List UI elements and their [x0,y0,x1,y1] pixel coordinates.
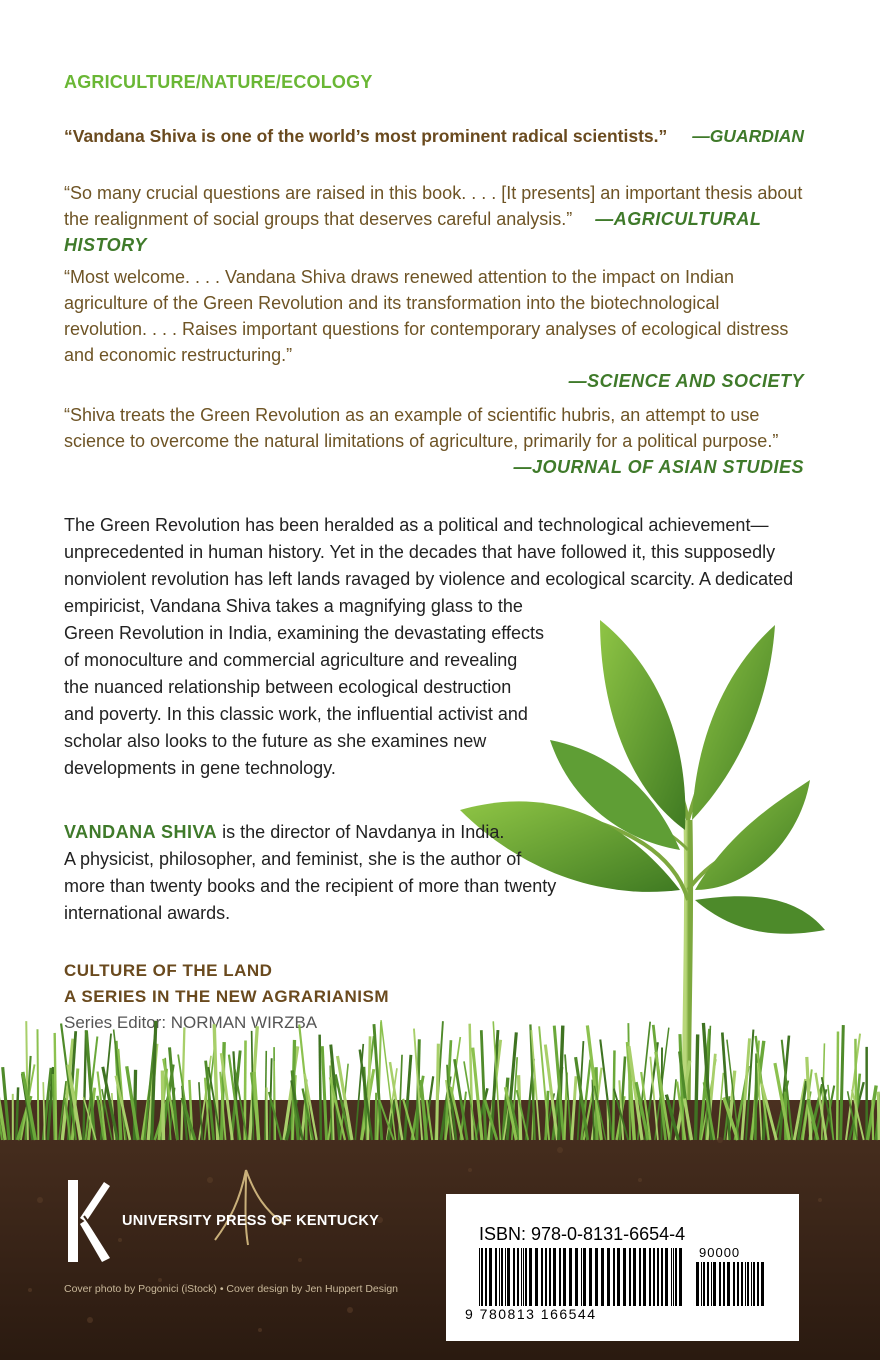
barcode-bar [679,1248,682,1306]
price-code: 90000 [699,1245,741,1260]
author-name: VANDANA SHIVA [64,822,218,842]
barcode-bar [563,1248,566,1306]
grass-blade [267,1087,268,1140]
grass-blade [37,1029,38,1140]
barcode-bar [575,1248,578,1306]
barcode-bar [701,1262,702,1306]
barcode-bar [489,1248,492,1306]
description-line: developments in gene technology. [64,758,336,778]
barcode-bar [601,1248,604,1306]
barcode-bar [665,1248,668,1306]
grass-blade [613,1050,614,1140]
barcode-bar [703,1262,705,1306]
barcode-bar [513,1248,515,1306]
publisher-block [64,1180,379,1262]
barcode-bar [671,1248,672,1306]
price-barcode [696,1262,768,1308]
barcode-bar [727,1262,730,1306]
description-line: Green Revolution in India, examining the devastating effects [64,623,544,643]
bio-line: international awards. [64,903,231,923]
barcode-bar [501,1248,503,1306]
description-line: unprecedented in human history. Yet in the decades that have followed it, this supposedly [64,542,776,562]
barcode-bar [607,1248,610,1306]
barcode-bar [553,1248,556,1306]
series-subtitle: A SERIES IN THE NEW AGRARIANISM [64,987,389,1006]
ean-barcode [479,1248,689,1308]
barcode-bar [559,1248,561,1306]
description-line: The Green Revolution has been heralded as a political and technological achievement— [64,515,769,535]
barcode-bar [657,1248,659,1306]
quote-text: “So many crucial questions are raised in this book. . . . [It presents] an important thesis about the realignment of social groups that deserves careful analysis.” [64,183,803,229]
bio-line: A physicist, philosopher, and feminist, she is the author of [64,849,522,869]
grass-blade [878,1092,879,1140]
grass-blade [755,1053,756,1140]
barcode-bar [549,1248,551,1306]
barcode-bar [517,1248,519,1306]
series-editor-label: Series Editor: [64,1013,171,1032]
bio-text: is the director of Navdanya in India. [217,822,505,842]
barcode-bar [505,1248,506,1306]
barcode-bar [719,1262,721,1306]
barcode-bar [733,1262,735,1306]
barcode-bar [741,1262,743,1306]
barcode-bar [707,1262,709,1306]
grass-blade [162,1070,163,1140]
quote-text: “Shiva treats the Green Revolution as an example of scientific hubris, an attempt to use science to overcome the natural limitations of agriculture, primarily for a political purpose.” [64,405,779,451]
barcode-bar [479,1248,480,1306]
barcode-bar [485,1248,487,1306]
barcode-bar [757,1262,759,1306]
quote-text: “Vandana Shiva is one of the world’s most prominent radical scientists.” [64,126,668,146]
barcode-bar [613,1248,615,1306]
barcode-bar [595,1248,598,1306]
barcode-bar [523,1248,524,1306]
description-line: of monoculture and commercial agriculture and revealing [64,650,518,670]
barcode-bar [525,1248,527,1306]
quote-source: —SCIENCE AND SOCIETY [568,371,804,391]
barcode-bar [753,1262,755,1306]
publisher-logo-icon [64,1180,112,1262]
grass-blade [855,1039,856,1140]
author-bio [64,819,624,927]
barcode-bar [713,1262,716,1306]
barcode-panel [446,1194,799,1341]
barcode-bar [541,1248,543,1306]
barcode-bar [507,1248,510,1306]
barcode-bar [723,1262,725,1306]
barcode-bar [761,1262,764,1306]
barcode-bar [653,1248,655,1306]
description-line: the nuanced relationship between ecological destruction [64,677,512,697]
quote-text: “Most welcome. . . . Vandana Shiva draws renewed attention to the impact on Indian agriculture of the Green Revolution and its transformation into the biotechnological revolution. . . . Raises important questions for contemporary analyses of ecological distress and economic restructuring.” [64,267,789,365]
series-editor-name: NORMAN WIRZBA [170,1013,318,1032]
quote-source: —GUARDIAN [692,126,804,146]
publisher-name: UNIVERSITY PRESS OF KENTUCKY [122,1213,380,1229]
quote-science-and-society [64,264,804,394]
barcode-bar [711,1262,712,1306]
barcode-bar [643,1248,646,1306]
barcode-bar [751,1262,752,1306]
description-line: empiricist, Vandana Shiva takes a magnifying glass to the [64,596,523,616]
category-label: AGRICULTURE/NATURE/ECOLOGY [64,72,373,92]
grass-blade [55,1033,56,1140]
barcode-bar [545,1248,547,1306]
barcode-bar [745,1262,746,1306]
barcode-bar [649,1248,651,1306]
barcode-bar [675,1248,677,1306]
description-line: and poverty. In this classic work, the influential activist and [64,704,528,724]
barcode-bar [529,1248,532,1306]
barcode-bar [481,1248,483,1306]
barcode-bar [737,1262,739,1306]
grass-blade [872,1100,873,1140]
barcode-bar [661,1248,663,1306]
quote-guardian [64,126,804,147]
grass-blade [696,1034,698,1140]
barcode-bar [583,1248,586,1306]
barcode-bar [696,1262,699,1306]
grass-blade [437,1044,439,1140]
barcode-bar [535,1248,538,1306]
barcode-bar [747,1262,749,1306]
grass-blade [837,1032,838,1140]
barcode-bar [499,1248,500,1306]
isbn-text: ISBN: 978-0-8131-6654-4 [479,1224,686,1244]
barcode-bar [629,1248,631,1306]
barcode-bar [521,1248,522,1306]
barcode-bar [569,1248,572,1306]
barcode-bar [617,1248,620,1306]
barcode-bar [495,1248,497,1306]
grass-blade [376,1093,377,1140]
series-title: CULTURE OF THE LAND [64,961,273,980]
quote-journal-of-asian-studies [64,402,804,480]
barcode-bar [581,1248,582,1306]
grass-blade [320,1035,321,1140]
bio-line: more than twenty books and the recipient of more than twenty [64,876,557,896]
barcode-bar [589,1248,592,1306]
barcode-bar [673,1248,674,1306]
quote-source: —JOURNAL OF ASIAN STUDIES [513,457,804,477]
quote-agricultural-history [64,180,804,258]
book-description [64,512,844,782]
barcode-bar [639,1248,641,1306]
barcode-digits: 9 780813 166544 [465,1306,597,1322]
description-line: nonviolent revolution has left lands ravaged by violence and ecological scarcity. A dedicated [64,569,794,589]
barcode-bar [623,1248,626,1306]
description-line: scholar also looks to the future as she examines new [64,731,487,751]
barcode-bar [633,1248,636,1306]
quote-source: —AGRICULTURAL HISTORY [64,209,762,255]
cover-credits: Cover photo by Pogonici (iStock) • Cover design by Jen Huppert Design [64,1283,399,1295]
